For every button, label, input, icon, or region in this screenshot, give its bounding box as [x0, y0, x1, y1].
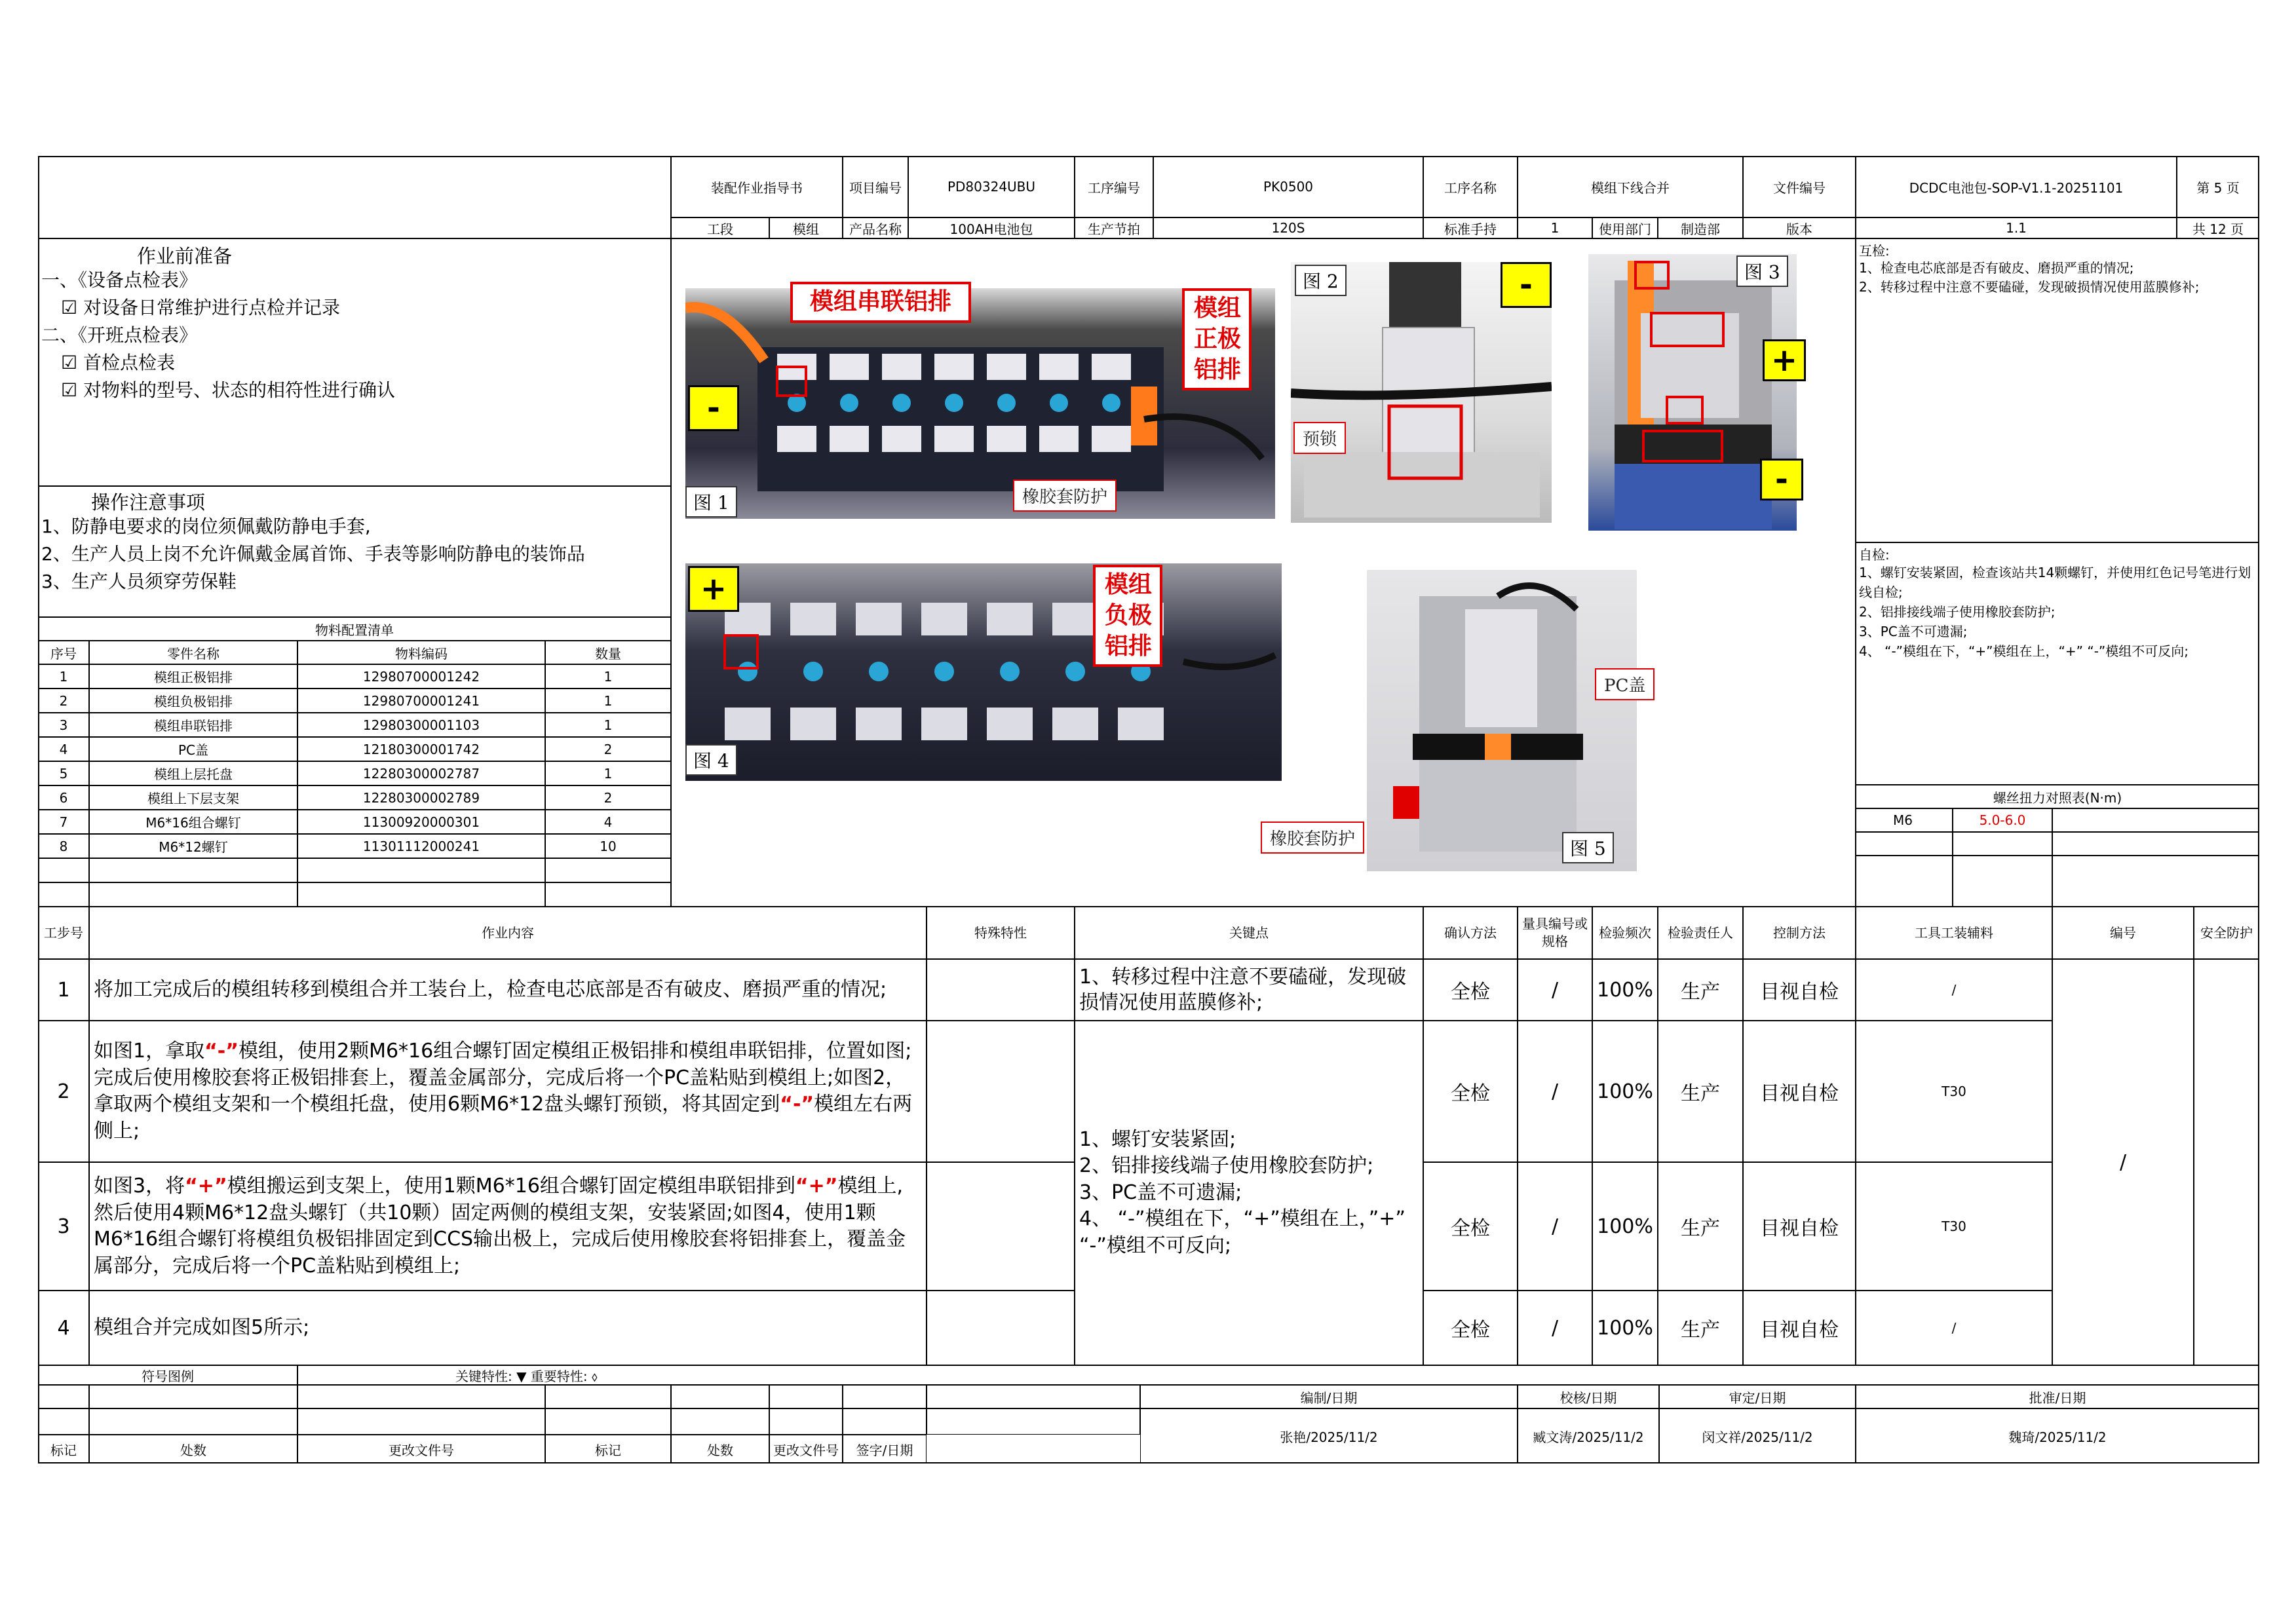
step-safety-col	[2194, 959, 2259, 1365]
materials-cell: 1	[545, 664, 671, 689]
prep-lines	[41, 267, 395, 404]
step-text-segment: 模组上,然后使用4颗M6*12盘头螺钉（共10颗）固定两侧的模组支架，安装紧固;如图4，使用1颗M6*16组合螺钉将模组负极铝排固定到CCS输出极上，完成后使用橡胶套将铝排套上，覆盖金属部分，完成后将一个PC盖粘贴到模组上;	[94, 1175, 906, 1277]
materials-cell: 11301112000241	[297, 834, 545, 858]
materials-cell: 模组正极铝排	[89, 664, 297, 689]
header-r2-cell: 共 12 页	[2177, 217, 2259, 238]
steps-header: 检验责任人	[1658, 907, 1743, 959]
step-text-segment: 模组，使用2颗M6*16组合螺钉固定模组正极铝排和模组串联铝排，位置如图;完成后使用橡胶套将正极铝排套上，覆盖金属部分，完成后将一个PC盖粘贴到模组上;如图2，拿取两个模组支架和一个模组托盘，使用6颗M6*12盘头螺钉预锁，将其固定到	[94, 1040, 912, 1116]
step-tool: /	[1856, 1291, 2052, 1365]
steps-header: 编号	[2052, 907, 2194, 959]
footer-grid	[38, 1408, 89, 1435]
step-text-segment: 如图3，将	[94, 1175, 185, 1198]
footer-sign-value: 魏琦/2025/11/2	[1856, 1408, 2259, 1463]
self-check-panel	[1856, 542, 2259, 785]
header-r2-cell: 工段	[671, 217, 769, 238]
step-frequency: 100%	[1592, 959, 1658, 1021]
step-content	[89, 1021, 927, 1162]
step-responsible: 生产	[1658, 1021, 1743, 1162]
header-r2-cell: 版本	[1743, 217, 1856, 238]
step-text-segment: 如图1，拿取	[94, 1040, 205, 1063]
materials-cell: 8	[38, 834, 89, 858]
materials-cell: M6*16组合螺钉	[89, 810, 297, 834]
figure-5-photo	[1367, 570, 1637, 871]
torque-empty-3	[1953, 832, 2052, 856]
footer-grid	[769, 1385, 843, 1408]
mutual-check-lines	[1859, 259, 2199, 297]
materials-cell	[38, 858, 89, 882]
materials-cell	[297, 858, 545, 882]
step-frequency: 100%	[1592, 1021, 1658, 1162]
footer-bottom-label: 处数	[89, 1435, 297, 1463]
steps-header: 作业内容	[89, 907, 927, 959]
prep-title: 作业前准备	[137, 245, 233, 267]
materials-cell: 12280300002789	[297, 785, 545, 810]
step-responsible: 生产	[1658, 1291, 1743, 1365]
header-r1-cell: 第 5 页	[2177, 156, 2259, 217]
materials-cell: 12180300001742	[297, 737, 545, 761]
figure-1-note-rubber: 橡胶套防护	[1013, 480, 1117, 512]
self-check-title: 自检:	[1859, 547, 1890, 563]
materials-cell: 7	[38, 810, 89, 834]
prep-line: ☑ 对设备日常维护进行点检并记录	[61, 297, 341, 318]
prep-line: 一、《设备点检表》	[41, 269, 198, 291]
step-gauge: /	[1518, 1021, 1592, 1162]
step-frequency: 100%	[1592, 1162, 1658, 1291]
prep-line: 二、《开班点检表》	[41, 324, 198, 346]
footer-grid	[927, 1385, 1140, 1408]
step-control: 目视自检	[1743, 1162, 1856, 1291]
step-responsible: 生产	[1658, 959, 1743, 1021]
step-responsible: 生产	[1658, 1162, 1743, 1291]
materials-header: 物料编码	[297, 641, 545, 664]
step-content-text	[94, 1038, 922, 1144]
materials-cell: 4	[38, 737, 89, 761]
materials-cell	[545, 882, 671, 907]
footer-sign-value: 闵文祥/2025/11/2	[1659, 1408, 1856, 1463]
materials-cell	[89, 882, 297, 907]
materials-cell: 2	[38, 689, 89, 713]
torque-value: 5.0-6.0	[1953, 808, 2052, 832]
figure-4-plus-sign: +	[688, 566, 739, 612]
footer-sign-head: 审定/日期	[1659, 1385, 1856, 1408]
footer-bottom-label: 更改文件号	[297, 1435, 545, 1463]
step-text-segment: 模组左右两侧上;	[94, 1093, 913, 1142]
step-text-segment: “-”	[780, 1093, 814, 1116]
materials-cell: 模组上层托盘	[89, 761, 297, 785]
negative-busbar-graphic	[685, 563, 1282, 781]
key-point-1: 1、转移过程中注意不要磕碰，发现破损情况使用蓝膜修补;	[1075, 959, 1423, 1021]
header-r2-cell: 100AH电池包	[908, 217, 1075, 238]
step-confirm: 全检	[1423, 1291, 1518, 1365]
prep-line: ☑ 首检点检表	[61, 352, 176, 373]
footer-legend: 符号图例	[38, 1365, 297, 1385]
step-confirm: 全检	[1423, 1021, 1518, 1162]
step-content-text	[94, 977, 887, 1004]
prep-line: ☑ 对物料的型号、状态的相符性进行确认	[61, 379, 396, 401]
step-frequency: 100%	[1592, 1291, 1658, 1365]
note-line: 2、生产人员上岗不允许佩戴金属首饰、手表等影响防静电的装饰品	[41, 543, 585, 565]
figure-4-photo	[685, 563, 1282, 781]
header-r1-cell: 工序编号	[1075, 156, 1153, 217]
materials-cell: 1	[545, 761, 671, 785]
figure-2-minus-sign: -	[1501, 262, 1552, 308]
materials-cell: 2	[545, 785, 671, 810]
header-r2-cell: 模组	[769, 217, 843, 238]
materials-cell: 模组串联铝排	[89, 713, 297, 737]
self-check-line: 2、铝排接线端子使用橡胶套防护;	[1859, 604, 2056, 620]
step-text-segment: 将加工完成后的模组转移到模组合并工装台上，检查电芯底部是否有破皮、磨损严重的情况;	[94, 977, 887, 1001]
step-control: 目视自检	[1743, 1021, 1856, 1162]
self-check-lines	[1859, 563, 2252, 661]
step-number: 4	[38, 1291, 89, 1365]
self-check-line: 1、螺钉安装紧固，检查该站共14颗螺钉，并使用红色记号笔进行划线自检;	[1859, 565, 2251, 600]
step-content	[89, 1162, 927, 1291]
step-content-text	[94, 1173, 922, 1279]
footer-grid	[89, 1408, 297, 1435]
notes-lines	[41, 513, 585, 595]
footer-grid	[843, 1385, 927, 1408]
header-r2-cell: 制造部	[1658, 217, 1743, 238]
materials-cell: 6	[38, 785, 89, 810]
step-confirm: 全检	[1423, 1162, 1518, 1291]
footer-bottom-label: 标记	[545, 1435, 671, 1463]
step-content	[89, 959, 927, 1021]
header-r1-cell: 模组下线合并	[1518, 156, 1743, 217]
mutual-check-line: 1、检查电芯底部是否有破皮、磨损严重的情况;	[1859, 260, 2134, 276]
mutual-check-line: 2、转移过程中注意不要磕碰，发现破损情况使用蓝膜修补;	[1859, 279, 2200, 295]
step-tool: T30	[1856, 1162, 2052, 1291]
materials-cell: PC盖	[89, 737, 297, 761]
materials-title: 物料配置清单	[38, 617, 671, 641]
step-tool: /	[1856, 959, 2052, 1021]
step-text-segment: 模组搬运到支架上，使用1颗M6*16组合螺钉固定模组串联铝排到	[227, 1175, 795, 1198]
self-check-line: 3、PC盖不可遗漏;	[1859, 624, 1968, 639]
header-blank	[38, 156, 671, 238]
materials-cell: 模组负极铝排	[89, 689, 297, 713]
footer-sign-value: 张艳/2025/11/2	[1140, 1408, 1518, 1463]
figure-2-note-prelock: 预锁	[1293, 422, 1346, 454]
step-confirm: 全检	[1423, 959, 1518, 1021]
materials-cell: 模组上下层支架	[89, 785, 297, 810]
materials-cell: 12980700001242	[297, 664, 545, 689]
footer-sign-value: 臧文涛/2025/11/2	[1518, 1408, 1659, 1463]
footer-bottom-label: 标记	[38, 1435, 89, 1463]
key-point-2	[1075, 1021, 1423, 1365]
step-tool: T30	[1856, 1021, 2052, 1162]
steps-header: 安全防护	[2194, 907, 2259, 959]
materials-header: 零件名称	[89, 641, 297, 664]
notes-title: 操作注意事项	[91, 491, 206, 514]
materials-cell	[545, 858, 671, 882]
key-point-line: 4、 “-”模组在下，“+”模组在上，”+” “-”模组不可反向;	[1079, 1207, 1406, 1257]
footer-grid	[297, 1385, 545, 1408]
steps-header: 关键点	[1075, 907, 1423, 959]
figure-2-label: 图 2	[1295, 265, 1347, 296]
footer-legend-text: 关键特性: ▼ 重要特性: ⬨	[297, 1365, 2259, 1385]
steps-header: 工步号	[38, 907, 89, 959]
figure-4-callout-negative-busbar: 模组负极铝排	[1093, 565, 1162, 667]
step-number-col: /	[2052, 959, 2194, 1365]
header-r1-cell: 项目编号	[843, 156, 908, 217]
key-point-line: 1、螺钉安装紧固;	[1079, 1127, 1236, 1151]
figure-1-label: 图 1	[685, 486, 737, 518]
key-point-line: 3、PC盖不可遗漏;	[1079, 1180, 1242, 1204]
mutual-check-title: 互检:	[1859, 243, 1890, 259]
steps-header: 工具工装辅料	[1856, 907, 2052, 959]
step-control: 目视自检	[1743, 959, 1856, 1021]
torque-spec: M6	[1856, 808, 1953, 832]
header-r1-cell: PK0500	[1153, 156, 1423, 217]
header-r2-cell: 产品名称	[843, 217, 908, 238]
materials-header: 序号	[38, 641, 89, 664]
step-gauge: /	[1518, 959, 1592, 1021]
materials-cell: 1	[545, 713, 671, 737]
figure-3-label: 图 3	[1736, 255, 1788, 287]
header-r2-cell: 使用部门	[1592, 217, 1658, 238]
notes-panel	[38, 486, 671, 617]
figure-1-callout-series-busbar: 模组串联铝排	[790, 282, 971, 323]
materials-cell: 12280300002787	[297, 761, 545, 785]
step-special	[927, 1021, 1075, 1162]
footer-bottom-label: 处数	[671, 1435, 769, 1463]
materials-cell: 1	[545, 689, 671, 713]
steps-header: 量具编号或规格	[1518, 907, 1592, 959]
torque-empty-2	[1856, 832, 1953, 856]
step-number: 3	[38, 1162, 89, 1291]
materials-cell: 2	[545, 737, 671, 761]
materials-cell	[38, 882, 89, 907]
mutual-check-panel	[1856, 238, 2259, 542]
prep-panel	[38, 238, 671, 486]
header-r1-cell: 文件编号	[1743, 156, 1856, 217]
note-line: 1、防静电要求的岗位须佩戴防静电手套,	[41, 516, 371, 537]
header-r1-cell: DCDC电池包-SOP-V1.1-20251101	[1856, 156, 2177, 217]
footer-sign-head: 编制/日期	[1140, 1385, 1518, 1408]
materials-cell: 4	[545, 810, 671, 834]
figure-1-callout-positive-busbar: 模组正极铝排	[1182, 288, 1252, 390]
step-text-segment: “-”	[204, 1040, 239, 1063]
step-special	[927, 1291, 1075, 1365]
figure-3-minus-sign: -	[1760, 459, 1803, 500]
header-r1-cell: 工序名称	[1423, 156, 1518, 217]
materials-cell: 12980700001241	[297, 689, 545, 713]
note-line: 3、生产人员须穿劳保鞋	[41, 571, 237, 592]
header-r1-cell: 装配作业指导书	[671, 156, 843, 217]
materials-cell: 11300920000301	[297, 810, 545, 834]
footer-grid	[545, 1408, 671, 1435]
step-control: 目视自检	[1743, 1291, 1856, 1365]
step-content	[89, 1291, 927, 1365]
torque-empty-1	[2052, 808, 2259, 832]
materials-cell	[297, 882, 545, 907]
step-text-segment: 模组合并完成如图5所示;	[94, 1315, 310, 1339]
footer-grid	[843, 1408, 927, 1435]
step-text-segment: “+”	[795, 1175, 838, 1198]
figure-5-label: 图 5	[1562, 832, 1614, 863]
materials-cell: 1	[38, 664, 89, 689]
torque-empty-4	[2052, 832, 2259, 856]
self-check-line: 4、 “-”模组在下，“+”模组在上，“+” “-”模组不可反向;	[1859, 643, 2189, 659]
torque-empty-6	[1953, 856, 2052, 907]
step-special	[927, 959, 1075, 1021]
figure-5-note-pc-cover: PC盖	[1595, 668, 1655, 700]
figure-5-note-rubber: 橡胶套防护	[1261, 821, 1364, 854]
footer-grid	[671, 1408, 769, 1435]
steps-header: 控制方法	[1743, 907, 1856, 959]
step-content-text	[94, 1315, 309, 1342]
key-point-line: 2、铝排接线端子使用橡胶套防护;	[1079, 1154, 1374, 1178]
figure-3-plus-sign: +	[1763, 339, 1806, 381]
materials-cell: 5	[38, 761, 89, 785]
torque-empty-5	[1856, 856, 1953, 907]
step-special	[927, 1162, 1075, 1291]
footer-grid	[297, 1408, 545, 1435]
header-r1-cell: PD80324UBU	[908, 156, 1075, 217]
merged-module-graphic	[1367, 570, 1637, 871]
steps-header: 特殊特性	[927, 907, 1075, 959]
footer-bottom-label: 更改文件号	[769, 1435, 843, 1463]
figure-1-minus-sign: -	[688, 385, 739, 431]
header-r2-cell: 生产节拍	[1075, 217, 1153, 238]
footer-grid	[38, 1385, 89, 1408]
header-r2-cell: 1	[1518, 217, 1592, 238]
step-text-segment: “+”	[185, 1175, 227, 1198]
footer-grid	[89, 1385, 297, 1408]
figure-4-label: 图 4	[685, 744, 737, 776]
key-point-2-lines	[1079, 1127, 1419, 1260]
torque-empty-7	[2052, 856, 2259, 907]
materials-cell: 10	[545, 834, 671, 858]
footer-bottom-label: 签字/日期	[843, 1435, 927, 1463]
materials-cell: 12980300001103	[297, 713, 545, 737]
footer-grid	[769, 1408, 843, 1435]
step-number: 2	[38, 1021, 89, 1162]
step-gauge: /	[1518, 1291, 1592, 1365]
torque-title: 螺丝扭力对照表(N·m)	[1856, 785, 2259, 808]
materials-cell: 3	[38, 713, 89, 737]
footer-grid	[671, 1385, 769, 1408]
footer-sign-head: 批准/日期	[1856, 1385, 2259, 1408]
footer-sign-head: 校核/日期	[1518, 1385, 1659, 1408]
header-r2-cell: 1.1	[1856, 217, 2177, 238]
footer-grid	[927, 1408, 1140, 1435]
materials-cell: M6*12螺钉	[89, 834, 297, 858]
step-gauge: /	[1518, 1162, 1592, 1291]
header-r2-cell: 标准手持	[1423, 217, 1518, 238]
materials-cell	[89, 858, 297, 882]
materials-header: 数量	[545, 641, 671, 664]
steps-header: 确认方法	[1423, 907, 1518, 959]
footer-grid	[545, 1385, 671, 1408]
steps-header: 检验频次	[1592, 907, 1658, 959]
step-number: 1	[38, 959, 89, 1021]
header-r2-cell: 120S	[1153, 217, 1423, 238]
